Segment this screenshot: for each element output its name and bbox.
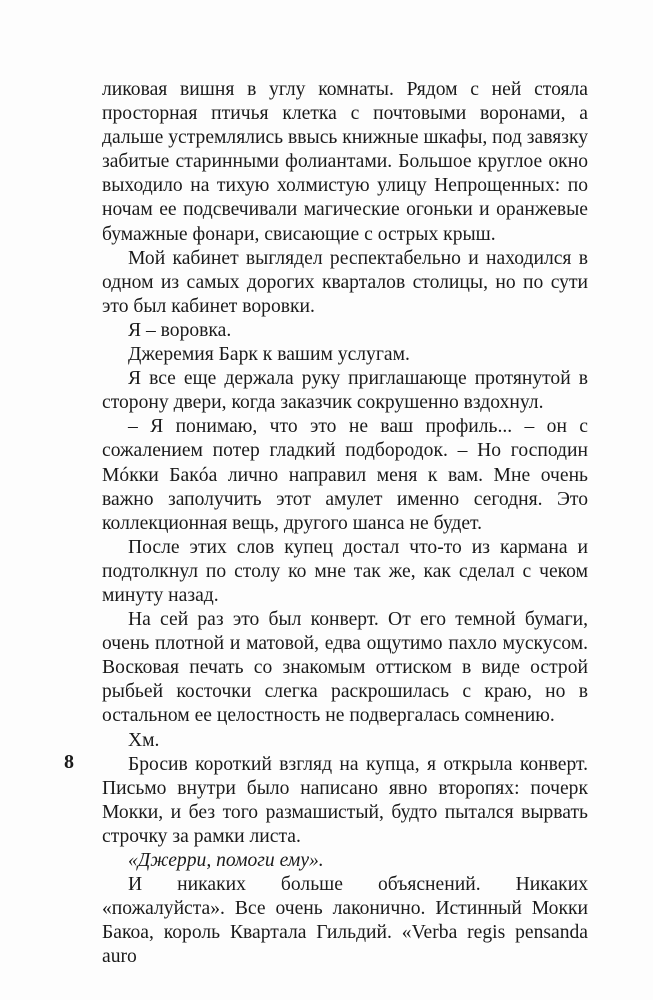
paragraph: Джеремия Барк к вашим услугам. [128, 344, 410, 366]
paragraph: Бросив короткий взгляд на купца, я открыла конверт. Письмо внутри было написано явно второпях: почерк Мокки, и без того размашистый, будто пытался вырвать строчку за рамки листа. [102, 753, 588, 847]
paragraph: ликовая вишня в углу комнаты. Рядом с ней стояла просторная птичья клетка с почтовыми воронами, а дальше устремлялись ввысь книжные шкафы, под завязку забитые старинными фолиантами. Большое круглое окно выходило на тихую холмистую улицу Непрощенных: по ночам ее подсвечивали магические огоньки и оранжевые бумажные фонари, свисающие с острых крыш. [102, 79, 588, 245]
letter-quote: «Джерри, помоги ему». [128, 850, 324, 871]
paragraph: Мой кабинет выглядел респектабельно и находился в одном из самых дорогих кварталов столицы, но по сути это был кабинет воровки. [102, 247, 588, 317]
paragraph: На сей раз это был конверт. От его темной бумаги, очень плотной и матовой, едва ощутимо пахло мускусом. Восковая печать со знакомым оттиском в виде острой рыбьей косточки слегка раскрошилась с краю, но в остальном ее целостность не подвергалась сомнению. [102, 609, 588, 727]
page-number: 8 [64, 751, 74, 773]
body-text [102, 78, 588, 969]
paragraph: И никаких больше объяснений. Никаких «пожалуйста». Все очень лаконично. Истинный Мокки Бакоа, король Квартала Гильдий. «Verba regis pensanda auro [102, 874, 588, 968]
paragraph: Хм. [128, 729, 160, 751]
paragraph: – Я понимаю, что это не ваш профиль... – он с сожалением потер гладкий подбородок. – Но господин Мóкки Бакóа лично направил меня к вам. Мне очень важно заполучить этот амулет именно сегодня. Это коллекционная вещь, другого шанса не будет. [102, 416, 588, 534]
paragraph: Я – воровка. [128, 319, 232, 341]
paragraph: После этих слов купец достал что-то из кармана и подтолкнул по столу ко мне так же, как сделал с чеком минуту назад. [102, 536, 588, 606]
paragraph: Я все еще держала руку приглашающе протянутой в сторону двери, когда заказчик сокрушенно вздохнул. [102, 368, 588, 414]
